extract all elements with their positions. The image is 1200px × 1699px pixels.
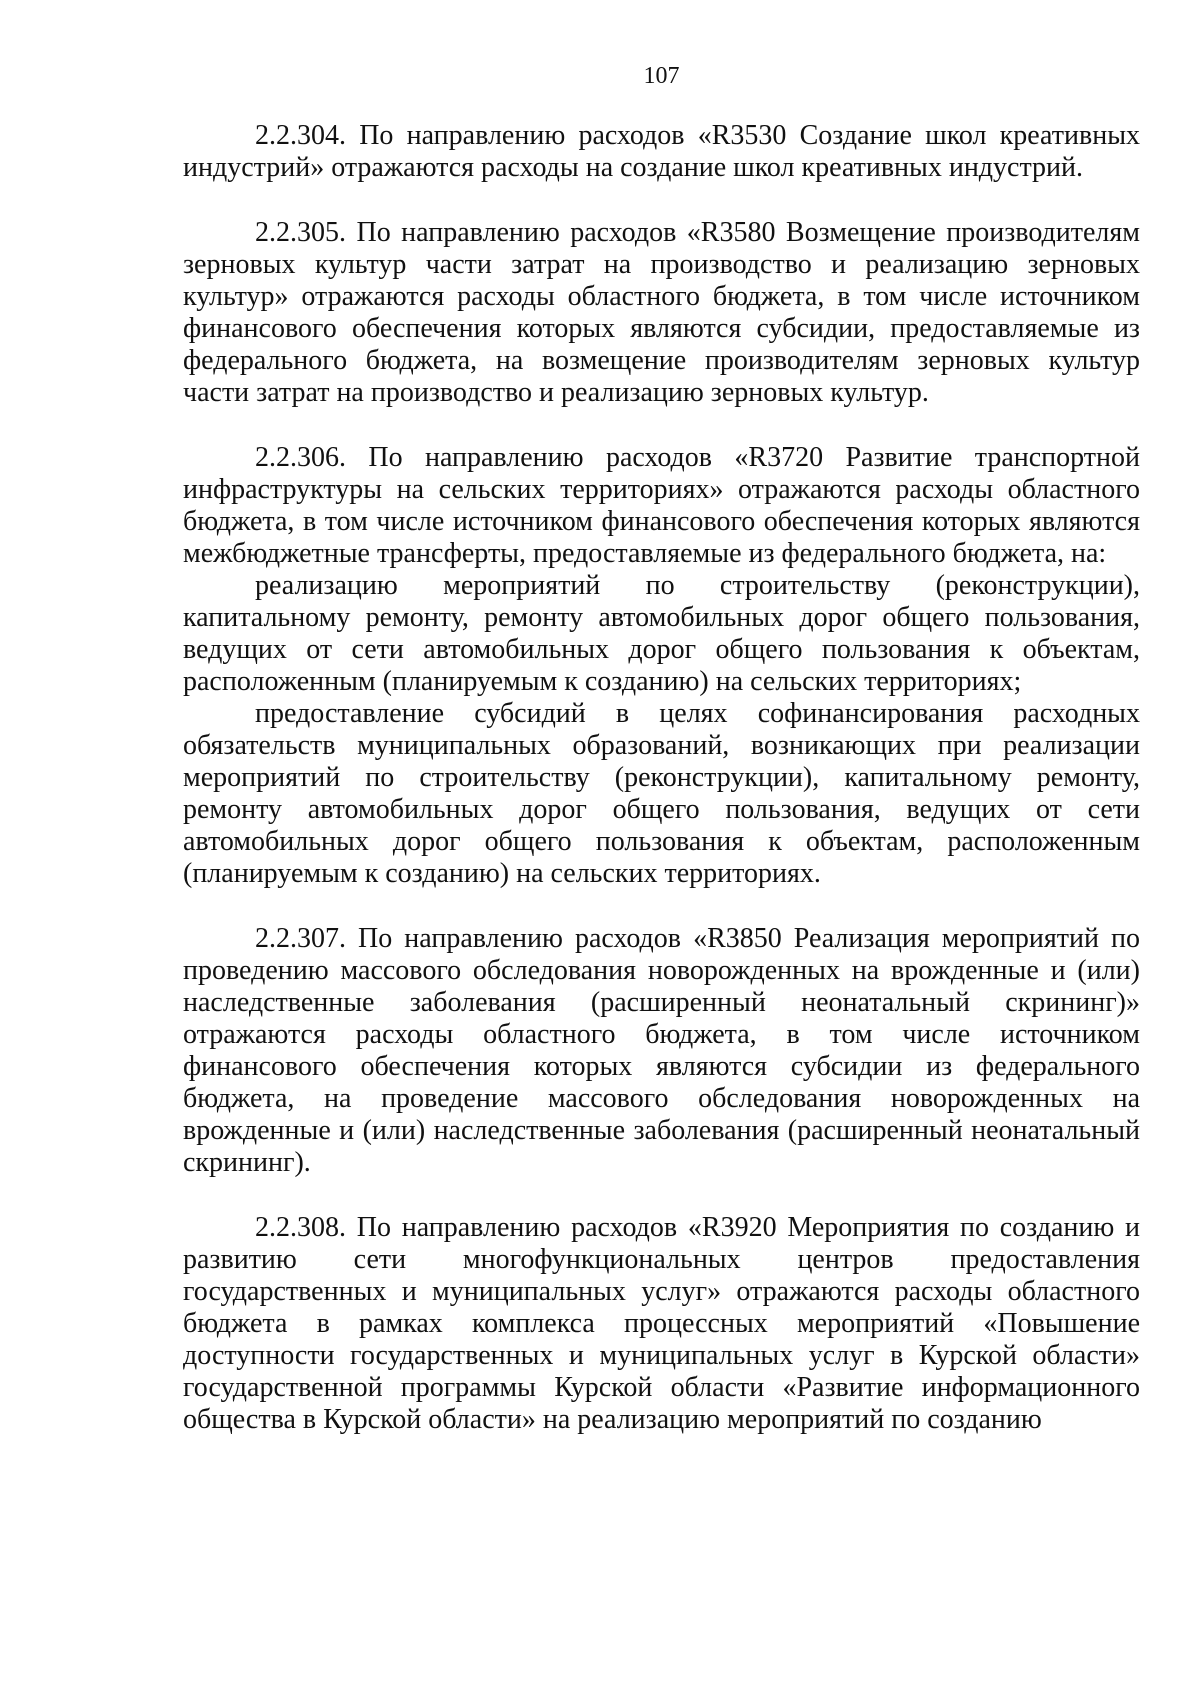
section-2-2-308	[183, 1212, 1140, 1436]
section-2-2-305	[183, 217, 1140, 409]
paragraph: предоставление субсидий в целях софинансирования расходных обязательств муниципальных образований, возникающих при реализации мероприятий по строительству (реконструкции), капитальному ремонту, ремонту автомобильных дорог общего пользования, ведущих от сети автомобильных дорог общего пользования к объектам, расположенным (планируемым к созданию) на сельских территориях.	[183, 698, 1140, 889]
paragraph: 2.2.307. По направлению расходов «R3850 Реализация мероприятий по проведению массового обследования новорожденных на врожденные и (или) наследственные заболевания (расширенный неонатальный скрининг)» отражаются расходы областного бюджета, в том числе источником финансового обеспечения которых являются субсидии из федерального бюджета, на проведение массового обследования новорожденных на врожденные и (или) наследственные заболевания (расширенный неонатальный скрининг).	[183, 923, 1140, 1178]
section-2-2-306	[183, 442, 1140, 890]
paragraph: 2.2.304. По направлению расходов «R3530 Создание школ креативных индустрий» отражаются расходы на создание школ креативных индустрий.	[183, 120, 1140, 183]
section-2-2-304	[183, 120, 1140, 184]
section-2-2-307	[183, 923, 1140, 1179]
paragraph: 2.2.305. По направлению расходов «R3580 Возмещение производителям зерновых культур части затрат на производство и реализацию зерновых культур» отражаются расходы областного бюджета, в том числе источником финансового обеспечения которых являются субсидии, предоставляемые из федерального бюджета, на возмещение производителям зерновых культур части затрат на производство и реализацию зерновых культур.	[183, 217, 1140, 408]
page-number: 107	[643, 63, 680, 89]
paragraph: реализацию мероприятий по строительству (реконструкции), капитальному ремонту, ремонту автомобильных дорог общего пользования, ведущих от сети автомобильных дорог общего пользования к объектам, расположенным (планируемым к созданию) на сельских территориях;	[183, 570, 1140, 697]
paragraph: 2.2.306. По направлению расходов «R3720 Развитие транспортной инфраструктуры на сельских территориях» отражаются расходы областного бюджета, в том числе источником финансового обеспечения которых являются межбюджетные трансферты, предоставляемые из федерального бюджета, на:	[183, 442, 1140, 569]
paragraph: 2.2.308. По направлению расходов «R3920 Мероприятия по созданию и развитию сети многофункциональных центров предоставления государственных и муниципальных услуг» отражаются расходы областного бюджета в рамках комплекса процессных мероприятий «Повышение доступности государственных и муниципальных услуг в Курской области» государственной программы Курской области «Развитие информационного общества в Курской области» на реализацию мероприятий по созданию	[183, 1212, 1140, 1435]
document-body	[183, 120, 1140, 1469]
